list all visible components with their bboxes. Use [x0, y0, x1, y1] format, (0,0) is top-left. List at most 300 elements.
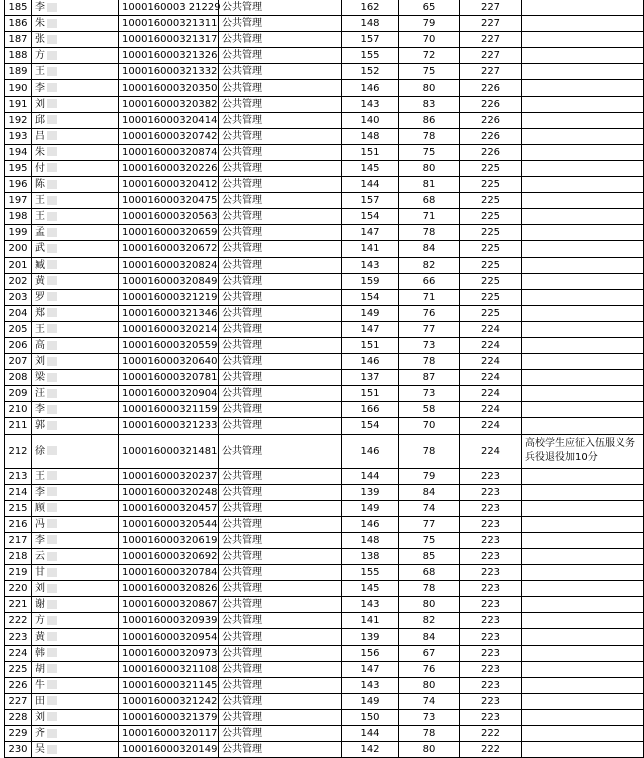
row-number	[5, 468, 32, 484]
score-2-text: 72	[422, 50, 436, 62]
candidate-name	[32, 468, 119, 484]
score-2-text: 82	[422, 615, 436, 627]
score-2-text: 84	[422, 243, 436, 255]
row-number	[5, 386, 32, 402]
exam-id-text: 100016000320544	[122, 518, 218, 530]
candidate-name-text: 张	[35, 34, 45, 46]
major-text: 公共管理	[222, 340, 262, 352]
exam-id	[119, 418, 219, 434]
major-text: 公共管理	[222, 243, 262, 255]
total-score-text: 225	[480, 307, 501, 319]
total-score-text: 227	[480, 2, 501, 14]
major	[219, 48, 342, 64]
exam-id-text: 100016000321326	[122, 50, 218, 62]
major-text: 公共管理	[222, 66, 262, 78]
candidate-name	[32, 16, 119, 32]
table-row	[5, 629, 644, 645]
redacted-name-mask	[47, 99, 57, 108]
redacted-name-mask	[47, 389, 57, 398]
candidate-name-text: 王	[35, 195, 45, 207]
remark	[522, 225, 644, 241]
candidate-name-text: 刘	[35, 98, 45, 110]
row-number-text: 207	[8, 356, 28, 368]
score-1-text: 146	[360, 445, 380, 457]
row-number	[5, 96, 32, 112]
major	[219, 193, 342, 209]
major	[219, 225, 342, 241]
row-number-text: 228	[8, 711, 28, 723]
remark	[522, 629, 644, 645]
row-number-text: 230	[8, 744, 28, 756]
major-text: 公共管理	[222, 130, 262, 142]
exam-id	[119, 661, 219, 677]
row-number	[5, 613, 32, 629]
candidate-name-text: 武	[35, 243, 45, 255]
remark	[522, 549, 644, 565]
total-score-text: 224	[480, 372, 501, 384]
total-score-text: 224	[480, 388, 501, 400]
score-2	[399, 112, 460, 128]
total-score	[460, 726, 522, 742]
redacted-name-mask	[47, 373, 57, 382]
exam-id	[119, 160, 219, 176]
redacted-name-mask	[47, 292, 57, 301]
major	[219, 64, 342, 80]
score-2-text: 80	[422, 162, 436, 174]
redacted-name-mask	[47, 131, 57, 140]
score-2-text: 74	[422, 695, 436, 707]
candidate-name	[32, 402, 119, 418]
table-row	[5, 160, 644, 176]
score-2	[399, 726, 460, 742]
exam-id	[119, 677, 219, 693]
total-score-text: 225	[480, 179, 501, 191]
table-row	[5, 96, 644, 112]
redacted-name-mask	[47, 115, 57, 124]
row-number	[5, 532, 32, 548]
total-score	[460, 629, 522, 645]
score-2-text: 71	[422, 211, 436, 223]
score-2	[399, 321, 460, 337]
exam-id	[119, 516, 219, 532]
remark	[522, 661, 644, 677]
row-number-text: 221	[8, 599, 28, 611]
row-number	[5, 321, 32, 337]
candidate-name	[32, 273, 119, 289]
major	[219, 484, 342, 500]
row-number-text: 209	[8, 388, 28, 400]
candidate-name	[32, 112, 119, 128]
exam-id-text: 100016000321145	[122, 679, 218, 691]
major	[219, 305, 342, 321]
candidate-name	[32, 305, 119, 321]
remark	[522, 370, 644, 386]
score-1	[342, 354, 399, 370]
redacted-name-mask	[47, 147, 57, 156]
redacted-name-mask	[47, 341, 57, 350]
candidate-name-text: 郑	[35, 307, 45, 319]
total-score	[460, 289, 522, 305]
score-1-text: 150	[360, 711, 380, 723]
major	[219, 613, 342, 629]
score-1	[342, 16, 399, 32]
score-1-text: 145	[360, 583, 380, 595]
row-number	[5, 80, 32, 96]
score-2	[399, 484, 460, 500]
exam-id	[119, 209, 219, 225]
score-1	[342, 661, 399, 677]
score-1	[342, 96, 399, 112]
score-1	[342, 581, 399, 597]
score-2	[399, 209, 460, 225]
major-text: 公共管理	[222, 50, 262, 62]
candidate-name-text: 刘	[35, 583, 45, 595]
exam-id	[119, 613, 219, 629]
major	[219, 549, 342, 565]
redacted-name-mask	[47, 680, 57, 689]
row-number	[5, 225, 32, 241]
exam-id-text: 100016000320954	[122, 631, 218, 643]
total-score	[460, 0, 522, 16]
remark	[522, 613, 644, 629]
table-row	[5, 241, 644, 257]
exam-id-text: 100016000321159	[122, 404, 218, 416]
redacted-name-mask	[47, 632, 57, 641]
exam-id-text: 100016000320237	[122, 470, 218, 482]
row-number	[5, 500, 32, 516]
row-number-text: 211	[8, 420, 28, 432]
candidate-name	[32, 0, 119, 16]
major	[219, 16, 342, 32]
total-score-text: 224	[480, 340, 501, 352]
exam-id	[119, 305, 219, 321]
score-1-text: 149	[360, 695, 380, 707]
remark	[522, 500, 644, 516]
score-1-text: 144	[360, 728, 380, 740]
table-row	[5, 0, 644, 16]
candidate-name-text: 王	[35, 323, 45, 335]
row-number	[5, 629, 32, 645]
total-score	[460, 402, 522, 418]
redacted-name-mask	[47, 568, 57, 577]
table-row	[5, 613, 644, 629]
redacted-name-mask	[47, 196, 57, 205]
score-1	[342, 386, 399, 402]
table-row	[5, 597, 644, 613]
candidate-name	[32, 581, 119, 597]
exam-id	[119, 709, 219, 725]
table-row	[5, 80, 644, 96]
candidate-name	[32, 386, 119, 402]
score-2	[399, 597, 460, 613]
candidate-name-text: 刘	[35, 711, 45, 723]
score-1	[342, 629, 399, 645]
row-number	[5, 257, 32, 273]
row-number	[5, 16, 32, 32]
exam-id-text: 100016000321242	[122, 695, 218, 707]
major-text: 公共管理	[222, 259, 262, 271]
exam-id	[119, 629, 219, 645]
score-2	[399, 709, 460, 725]
total-score-text: 224	[480, 420, 501, 432]
score-1-text: 137	[360, 372, 380, 384]
candidate-name	[32, 209, 119, 225]
total-score-text: 224	[480, 445, 501, 457]
exam-id-text: 100016000320457	[122, 502, 218, 514]
major-text: 公共管理	[222, 323, 262, 335]
score-1-text: 159	[360, 275, 380, 287]
row-number	[5, 273, 32, 289]
remark	[522, 468, 644, 484]
candidate-name	[32, 96, 119, 112]
total-score	[460, 257, 522, 273]
exam-id	[119, 257, 219, 273]
score-1-text: 151	[360, 146, 380, 158]
row-number-text: 229	[8, 728, 28, 740]
candidate-name	[32, 613, 119, 629]
remark	[522, 128, 644, 144]
candidate-name-text: 朱	[35, 146, 45, 158]
score-2	[399, 418, 460, 434]
total-score	[460, 597, 522, 613]
redacted-name-mask	[47, 405, 57, 414]
row-number	[5, 241, 32, 257]
table-row	[5, 16, 644, 32]
major	[219, 402, 342, 418]
total-score-text: 223	[480, 518, 501, 530]
score-1-text: 154	[360, 420, 380, 432]
row-number-text: 192	[8, 114, 28, 126]
redacted-name-mask	[47, 446, 57, 455]
candidate-name-text: 云	[35, 551, 45, 563]
total-score-text: 223	[480, 567, 501, 579]
score-2	[399, 64, 460, 80]
score-2-text: 70	[422, 34, 436, 46]
exam-id	[119, 144, 219, 160]
row-number-text: 201	[8, 259, 28, 271]
remark	[522, 16, 644, 32]
score-1	[342, 48, 399, 64]
row-number-text: 189	[8, 66, 28, 78]
candidate-name	[32, 677, 119, 693]
score-2	[399, 225, 460, 241]
exam-id-text: 100016000320867	[122, 599, 218, 611]
total-score-text: 223	[480, 711, 501, 723]
candidate-name	[32, 80, 119, 96]
redacted-name-mask	[47, 487, 57, 496]
remark	[522, 645, 644, 661]
redacted-name-mask	[47, 535, 57, 544]
row-number-text: 206	[8, 340, 28, 352]
redacted-name-mask	[47, 3, 57, 12]
major-text: 公共管理	[222, 599, 262, 611]
major-text: 公共管理	[222, 307, 262, 319]
exam-id-text: 1000160003 21229	[122, 2, 221, 14]
exam-id-text: 100016000320226	[122, 162, 218, 174]
remark	[522, 677, 644, 693]
score-2-text: 75	[422, 146, 436, 158]
score-1	[342, 484, 399, 500]
row-number-text: 223	[8, 631, 28, 643]
score-1	[342, 565, 399, 581]
remark	[522, 80, 644, 96]
table-row	[5, 289, 644, 305]
candidate-name	[32, 337, 119, 353]
redacted-name-mask	[47, 584, 57, 593]
candidate-name-text: 王	[35, 470, 45, 482]
score-2	[399, 386, 460, 402]
remark	[522, 321, 644, 337]
score-2-text: 78	[422, 728, 436, 740]
score-2	[399, 193, 460, 209]
table-row	[5, 386, 644, 402]
total-score	[460, 434, 522, 468]
exam-id	[119, 386, 219, 402]
score-2-text: 78	[422, 445, 436, 457]
row-number	[5, 581, 32, 597]
row-number-text: 215	[8, 502, 28, 514]
score-1-text: 149	[360, 307, 380, 319]
score-2	[399, 500, 460, 516]
score-2-text: 84	[422, 486, 436, 498]
exam-id	[119, 402, 219, 418]
score-1	[342, 144, 399, 160]
major-text: 公共管理	[222, 567, 262, 579]
major-text: 公共管理	[222, 372, 262, 384]
redacted-name-mask	[47, 244, 57, 253]
score-1-text: 149	[360, 502, 380, 514]
candidate-name	[32, 726, 119, 742]
score-2-text: 75	[422, 534, 436, 546]
score-2	[399, 645, 460, 661]
score-2	[399, 160, 460, 176]
score-1-text: 157	[360, 34, 380, 46]
table-row	[5, 273, 644, 289]
remark	[522, 177, 644, 193]
score-2	[399, 305, 460, 321]
remark	[522, 402, 644, 418]
major	[219, 500, 342, 516]
major-text: 公共管理	[222, 18, 262, 30]
table-row	[5, 661, 644, 677]
exam-id	[119, 112, 219, 128]
score-1	[342, 80, 399, 96]
candidate-name	[32, 484, 119, 500]
major-text: 公共管理	[222, 502, 262, 514]
score-2	[399, 693, 460, 709]
redacted-name-mask	[47, 163, 57, 172]
exam-id-text: 100016000320117	[122, 728, 218, 740]
score-1	[342, 370, 399, 386]
score-2-text: 86	[422, 114, 436, 126]
score-1	[342, 177, 399, 193]
total-score	[460, 581, 522, 597]
major	[219, 128, 342, 144]
candidate-name-text: 付	[35, 162, 45, 174]
score-2	[399, 661, 460, 677]
table-row	[5, 581, 644, 597]
major	[219, 370, 342, 386]
row-number-text: 227	[8, 695, 28, 707]
score-2	[399, 144, 460, 160]
redacted-name-mask	[47, 35, 57, 44]
score-1-text: 141	[360, 615, 380, 627]
redacted-name-mask	[47, 308, 57, 317]
table-row	[5, 677, 644, 693]
major-text: 公共管理	[222, 470, 262, 482]
exam-id	[119, 32, 219, 48]
exam-id-text: 100016000320640	[122, 356, 218, 368]
major	[219, 677, 342, 693]
total-score-text: 223	[480, 599, 501, 611]
exam-id-text: 100016000320672	[122, 243, 218, 255]
table-row	[5, 128, 644, 144]
major	[219, 160, 342, 176]
exam-id-text: 100016000320742	[122, 130, 218, 142]
total-score-text: 222	[480, 744, 501, 756]
candidate-name	[32, 225, 119, 241]
major	[219, 257, 342, 273]
row-number	[5, 549, 32, 565]
total-score-text: 225	[480, 243, 501, 255]
row-number-text: 195	[8, 162, 28, 174]
score-1	[342, 305, 399, 321]
exam-id	[119, 354, 219, 370]
exam-id	[119, 289, 219, 305]
candidate-name	[32, 177, 119, 193]
score-2	[399, 742, 460, 758]
total-score-text: 224	[480, 356, 501, 368]
exam-id-text: 100016000320826	[122, 583, 218, 595]
candidate-name	[32, 742, 119, 758]
score-2-text: 85	[422, 551, 436, 563]
row-number-text: 212	[8, 445, 28, 457]
row-number	[5, 160, 32, 176]
exam-id	[119, 16, 219, 32]
total-score	[460, 565, 522, 581]
redacted-name-mask	[47, 519, 57, 528]
table-row	[5, 500, 644, 516]
score-1	[342, 516, 399, 532]
row-number-text: 186	[8, 18, 28, 30]
score-2	[399, 128, 460, 144]
exam-id-text: 100016000320784	[122, 567, 218, 579]
score-2-text: 80	[422, 744, 436, 756]
score-1	[342, 193, 399, 209]
table-row	[5, 709, 644, 725]
row-number-text: 217	[8, 534, 28, 546]
total-score	[460, 209, 522, 225]
table-row	[5, 516, 644, 532]
total-score	[460, 742, 522, 758]
score-1-text: 154	[360, 291, 380, 303]
score-1	[342, 64, 399, 80]
candidate-name-text: 王	[35, 66, 45, 78]
score-2	[399, 402, 460, 418]
score-2-text: 79	[422, 470, 436, 482]
score-2-text: 77	[422, 323, 436, 335]
total-score	[460, 193, 522, 209]
score-2	[399, 565, 460, 581]
row-number	[5, 565, 32, 581]
table-row	[5, 354, 644, 370]
total-score-text: 227	[480, 18, 501, 30]
exam-id-text: 100016000320382	[122, 98, 218, 110]
row-number	[5, 661, 32, 677]
score-2	[399, 468, 460, 484]
table-row	[5, 257, 644, 273]
major-text: 公共管理	[222, 728, 262, 740]
